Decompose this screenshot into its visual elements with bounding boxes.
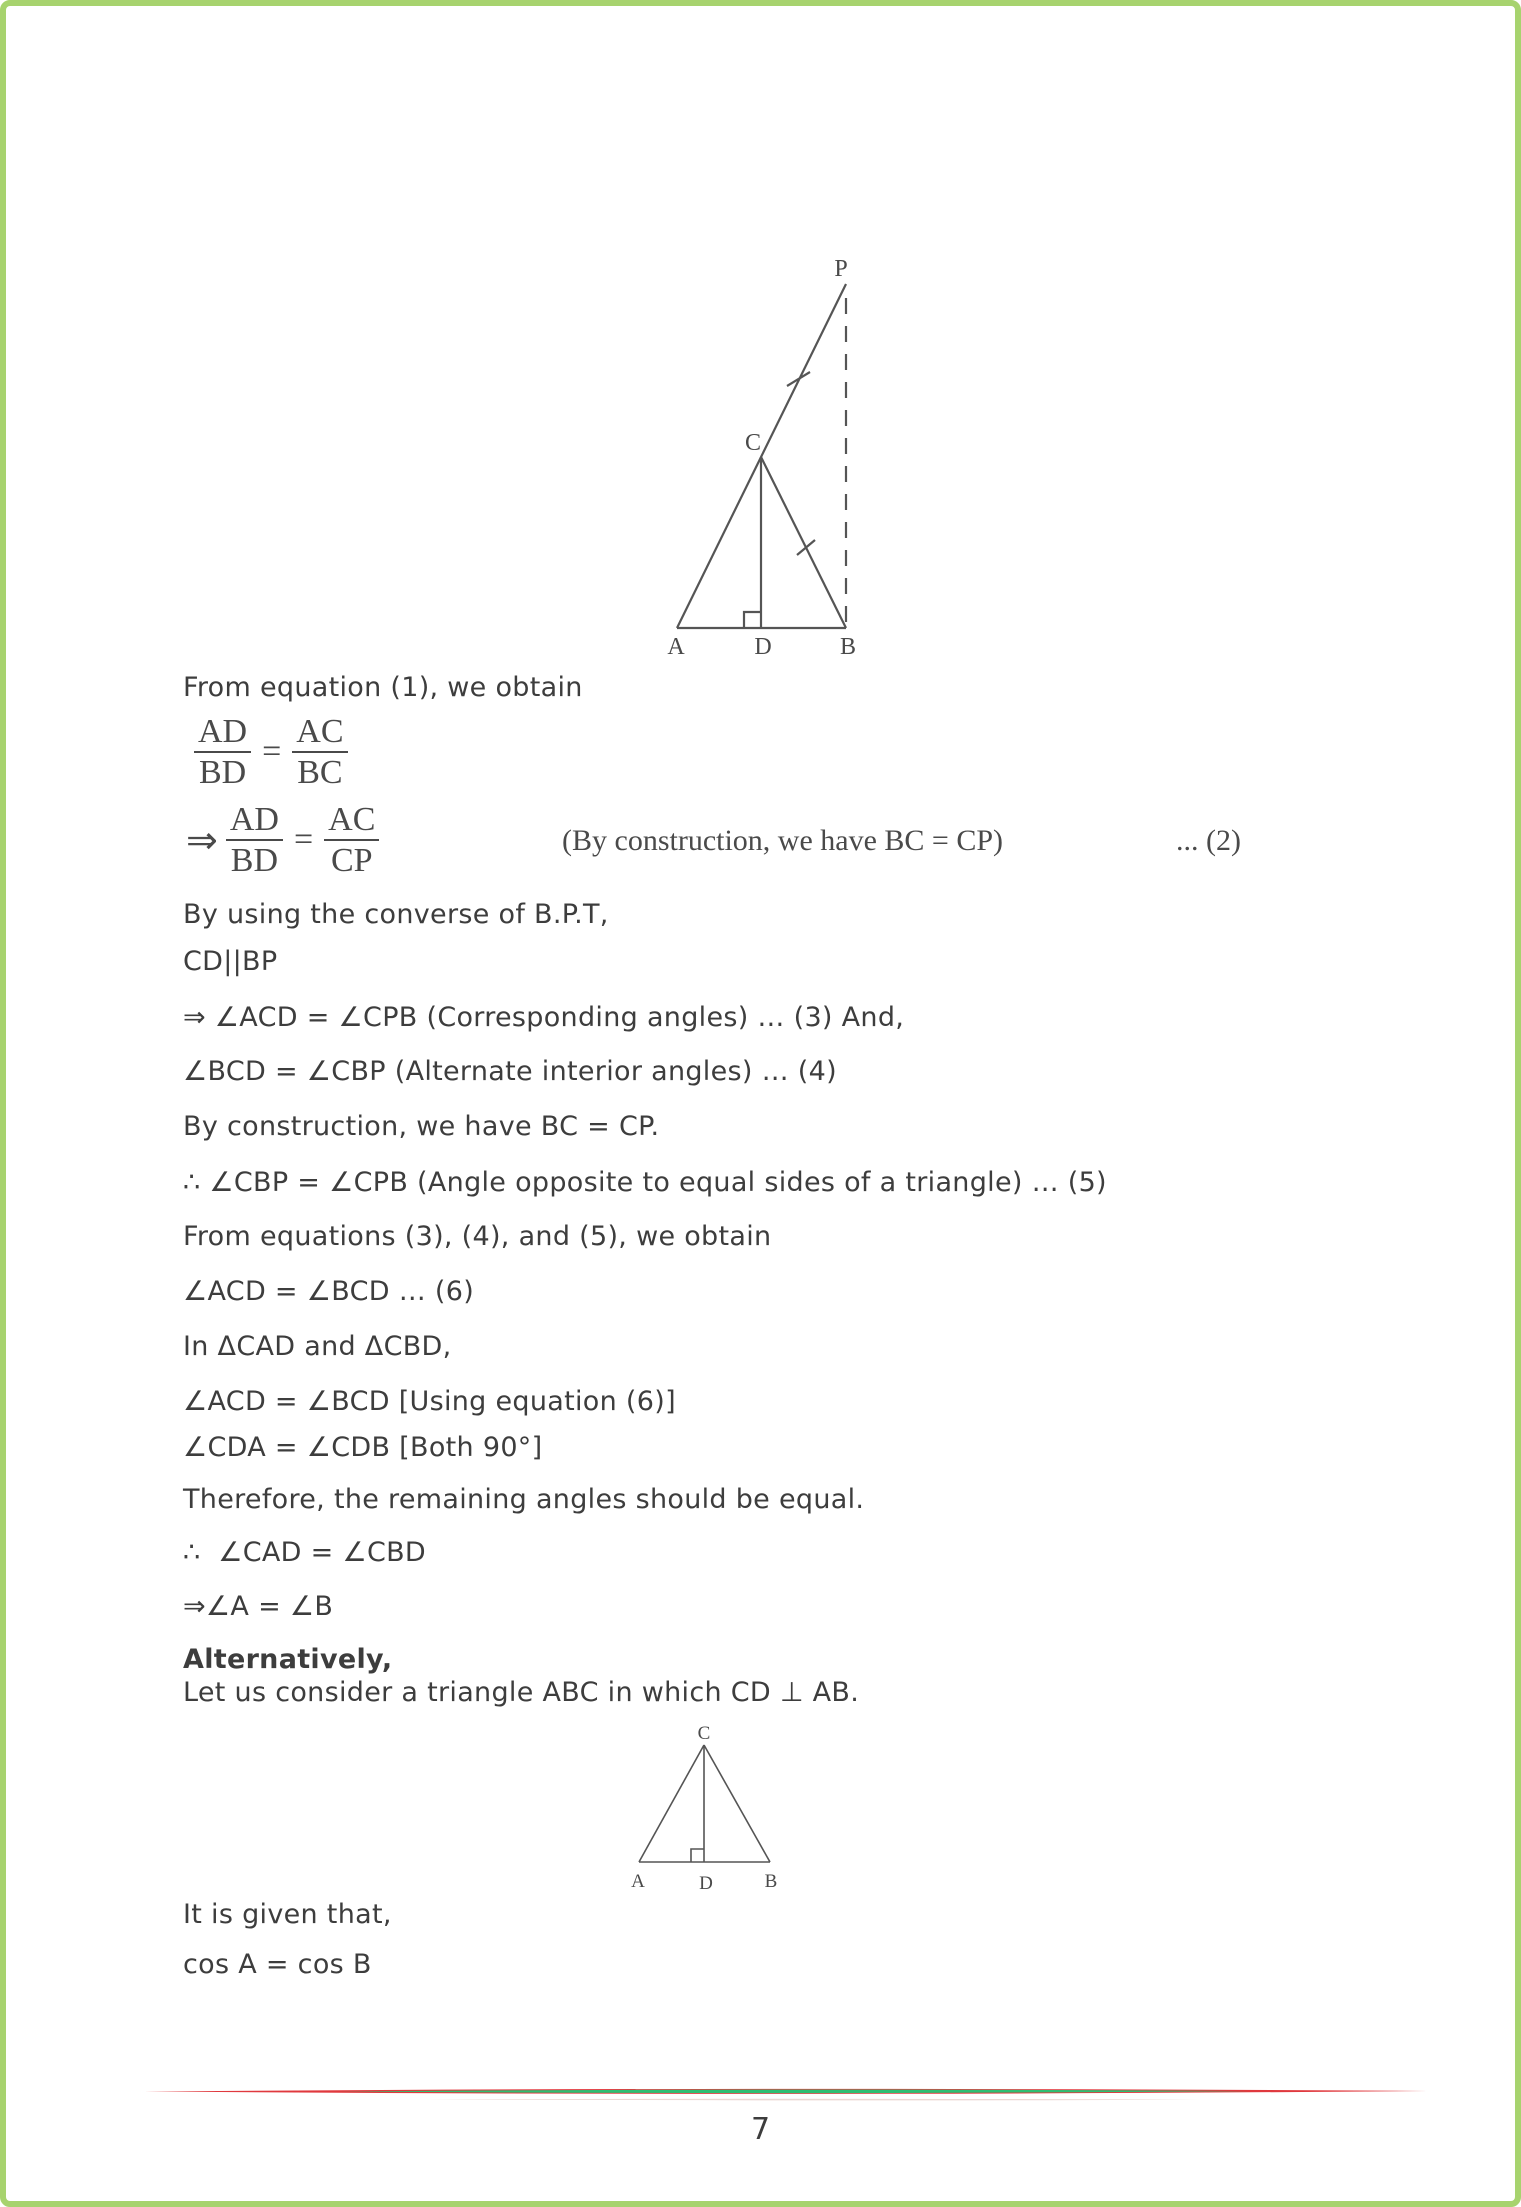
- equation-2-note: (By construction, we have BC = CP): [562, 824, 1004, 857]
- line-CB: [761, 457, 846, 628]
- label-D: D: [754, 634, 772, 660]
- label-D: D: [699, 1873, 713, 1894]
- equation-2-ref: ... (2): [1176, 824, 1241, 857]
- text-line: By construction, we have BC = CP.: [183, 1111, 660, 1142]
- page-number: 7: [750, 2112, 771, 2147]
- text-line: ∠ACD = ∠BCD [Using equation (6)]: [183, 1386, 676, 1417]
- fraction-AC-BC: $\frac{AC}{BC}$: [292, 714, 347, 791]
- given-line: It is given that,: [183, 1899, 392, 1930]
- line-AC: [639, 1745, 704, 1862]
- intro-line: From equation (1), we obtain: [183, 672, 583, 703]
- triangle-figure-construction: [636, 246, 886, 666]
- text-line: From equations (3), (4), and (5), we obtain: [183, 1221, 772, 1252]
- text-line: ∠ACD = ∠BCD … (6): [183, 1276, 475, 1307]
- text-line: ∴ ∠CAD = ∠CBD: [183, 1537, 427, 1568]
- equals-sign: =: [262, 733, 282, 771]
- equals-sign: =: [293, 821, 314, 859]
- text-line: Therefore, the remaining angles should be equal.: [183, 1484, 865, 1515]
- label-C: C: [697, 1723, 711, 1744]
- label-A: A: [667, 634, 685, 660]
- text-line: ⇒ ∠ACD = ∠CPB (Corresponding angles) … (3) And,: [183, 1002, 905, 1033]
- footer-decorative-rule: [144, 2086, 1427, 2108]
- implies-arrow: ⇒: [186, 818, 218, 863]
- text-line: CD||BP: [183, 946, 278, 977]
- rule-shadow: [429, 2099, 1199, 2101]
- label-B: B: [764, 1871, 778, 1892]
- fraction-AC-CP: $\frac{AC}{CP}$: [324, 802, 379, 879]
- text-line: By using the converse of B.P.T,: [183, 899, 609, 930]
- right-angle-mark: [744, 612, 761, 628]
- text-line: ∠CDA = ∠CDB [Both 90°]: [183, 1432, 543, 1463]
- tick-CP: [787, 372, 810, 386]
- fraction-AD-BD: $\frac{AD}{BD}$: [194, 714, 251, 791]
- right-angle-mark: [691, 1849, 704, 1862]
- alternatively-heading: Alternatively,: [183, 1644, 393, 1675]
- text-line: In ΔCAD and ΔCBD,: [183, 1331, 452, 1362]
- alternatively-line: Let us consider a triangle ABC in which CD ⊥ AB.: [183, 1677, 860, 1708]
- text-line: ∠BCD = ∠CBP (Alternate interior angles) … (4): [183, 1056, 837, 1087]
- equation-1: [194, 714, 348, 791]
- fraction-AD-BD: $\frac{AD}{BD}$: [226, 802, 283, 879]
- line-CB: [704, 1745, 770, 1862]
- label-A: A: [631, 1871, 645, 1892]
- equation-2: [186, 802, 379, 879]
- label-C: C: [744, 430, 762, 456]
- triangle-figure-small: [611, 1711, 796, 1901]
- label-P: P: [834, 256, 848, 282]
- tick-CB: [797, 540, 815, 555]
- text-line: ∴ ∠CBP = ∠CPB (Angle opposite to equal sides of a triangle) … (5): [183, 1167, 1107, 1198]
- label-B: B: [839, 634, 857, 660]
- cos-line: cos A = cos B: [183, 1949, 372, 1980]
- text-line: ⇒∠A = ∠B: [183, 1591, 334, 1622]
